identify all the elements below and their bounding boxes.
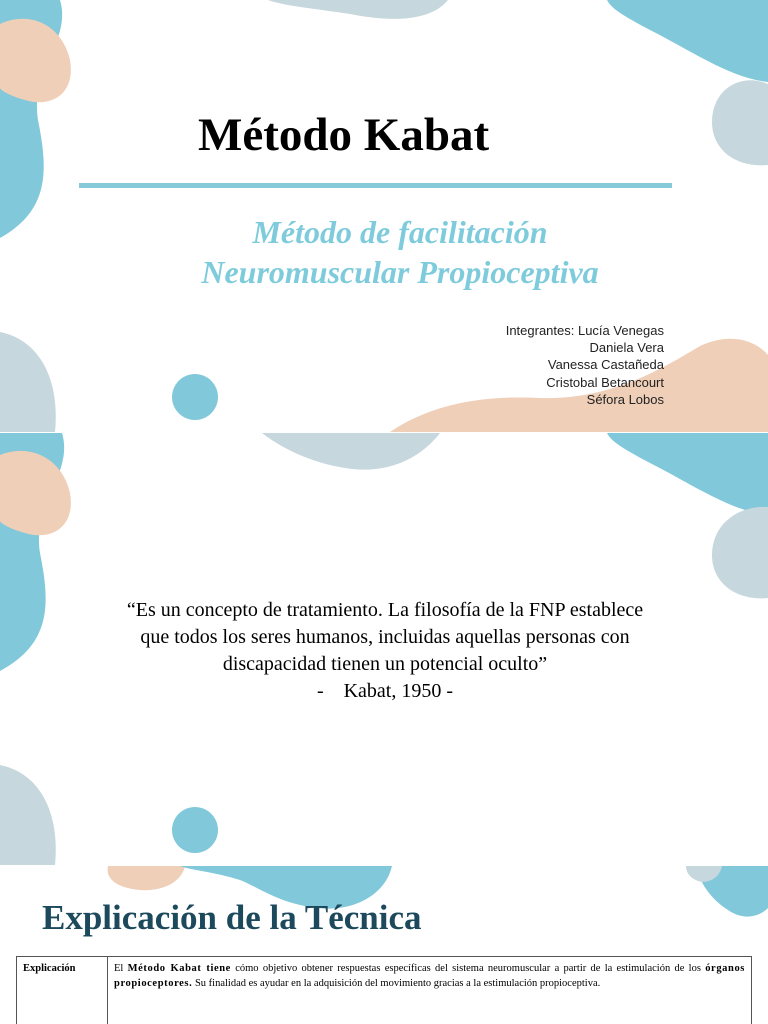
table-text: cómo objetivo obtener respuestas específicas del sistema neuromuscular a partir de la estimulación de los [230, 963, 706, 974]
section-heading: Explicación de la Técnica [42, 898, 422, 937]
quote-line: “Es un concepto de tratamiento. La filosofía de la FNP establece [126, 599, 644, 621]
teal-dot [172, 807, 218, 853]
table-bold-text: Método Kabat tiene [127, 963, 231, 974]
table-row [17, 957, 752, 1024]
table-bold-text: órganos propioceptores. [114, 963, 745, 989]
quote-line: discapacidad tienen un potencial oculto” [222, 653, 548, 675]
peach-blob-left [0, 19, 71, 102]
teal-blob-right [607, 0, 768, 82]
title-divider [79, 183, 672, 188]
member-name: Daniela Vera [589, 340, 664, 356]
gray-blob-right [712, 507, 768, 598]
quote-line: que todos los seres humanos, incluidas aquellas personas con [140, 626, 630, 648]
slide-quote [0, 433, 768, 865]
table-text: Su finalidad es ayudar en la adquisición del movimiento gracias a la estimulación propioceptiva. [192, 978, 601, 989]
table-text-cell [108, 957, 752, 1024]
kabat-quote [60, 597, 710, 705]
page-title: Método Kabat [198, 109, 490, 161]
teal-dot [172, 374, 218, 420]
teal-blob-right [607, 433, 768, 515]
member-name: Cristobal Betancourt [546, 374, 664, 390]
gray-blob-top [262, 433, 440, 470]
member-name: Vanessa Castañeda [547, 357, 664, 373]
members-list [506, 322, 664, 408]
member-name: Séfora Lobos [586, 391, 664, 407]
peach-blob-top [108, 866, 185, 890]
subtitle [100, 212, 700, 292]
table-label-cell: Explicación [17, 957, 108, 1024]
gray-blob-top [268, 0, 448, 19]
subtitle-line: Neuromuscular Propioceptiva [201, 254, 599, 290]
gray-blob-right [712, 80, 768, 165]
table-text: El [114, 963, 128, 974]
technique-table [16, 956, 752, 1024]
gray-blob-bottom-left [0, 765, 56, 865]
subtitle-line: Método de facilitación [252, 214, 548, 250]
quote-attribution: - Kabat, 1950 - [316, 680, 454, 702]
gray-blob-bottom-left [0, 332, 56, 432]
member-name: Integrantes: Lucía Venegas [505, 323, 664, 338]
slide-explanation [0, 866, 768, 1024]
slide-title [0, 0, 768, 432]
